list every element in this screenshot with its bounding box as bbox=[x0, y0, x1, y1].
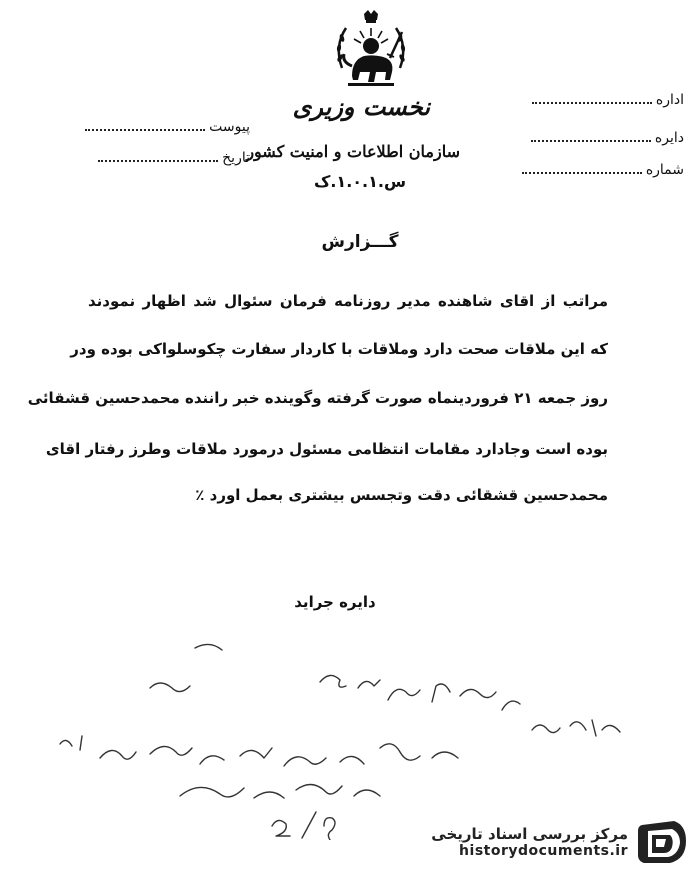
field-tarikh-blank bbox=[98, 152, 218, 162]
field-peyvast-label: پیوست bbox=[209, 119, 250, 135]
field-shomareh bbox=[522, 162, 684, 178]
field-peyvast bbox=[85, 119, 250, 135]
report-line: بوده است وجادارد مقامات انتظامی مسئول درمورد ملاقات وطرز رفتار اقای bbox=[45, 440, 608, 458]
field-edareh-label: اداره bbox=[655, 92, 684, 108]
ministry-title: نخست وزیری bbox=[292, 92, 430, 121]
reference-code: س.۱.۰.۱.ک bbox=[313, 172, 407, 191]
watermark-url: historydocuments.ir bbox=[459, 843, 628, 859]
field-peyvast-blank bbox=[85, 121, 205, 131]
report-line: محمدحسین قشقائی دقت وتجسس بیشتری بعمل اورد ٪ bbox=[195, 486, 608, 504]
field-edareh-blank bbox=[532, 94, 652, 104]
report-line: که این ملاقات صحت دارد وملاقات با کاردار سفارت چکوسلواکی بوده ودر bbox=[70, 340, 608, 358]
report-line: مراتب از اقای شاهنده مدیر روزنامه فرمان سئوال شد اظهار نمودند bbox=[88, 292, 608, 310]
field-dayereh bbox=[531, 130, 684, 146]
organization-title: سازمان اطلاعات و امنیت کشور bbox=[246, 142, 460, 161]
field-shomareh-label: شماره bbox=[645, 162, 684, 178]
document-center-logo-icon bbox=[634, 817, 692, 867]
report-line: روز جمعه ۲۱ فروردینماه صورت گرفته وگوینده خبر راننده محمدحسین قشقائی bbox=[27, 389, 608, 407]
watermark-name: مرکز بررسی اسناد تاریخی bbox=[431, 825, 628, 843]
field-dayereh-blank bbox=[531, 132, 651, 142]
watermark-text bbox=[431, 825, 628, 859]
lion-and-sun-emblem-icon bbox=[330, 10, 412, 90]
report-title: گـــزارش bbox=[321, 232, 399, 252]
field-dayereh-label: دایره bbox=[654, 130, 684, 146]
field-tarikh-label: تاریخ bbox=[222, 150, 250, 166]
department-signature: دایره جراید bbox=[294, 593, 376, 611]
field-edareh bbox=[532, 92, 684, 108]
watermark bbox=[431, 817, 692, 867]
field-tarikh bbox=[98, 150, 250, 166]
field-shomareh-blank bbox=[522, 164, 642, 174]
handwritten-annotation bbox=[40, 640, 640, 840]
